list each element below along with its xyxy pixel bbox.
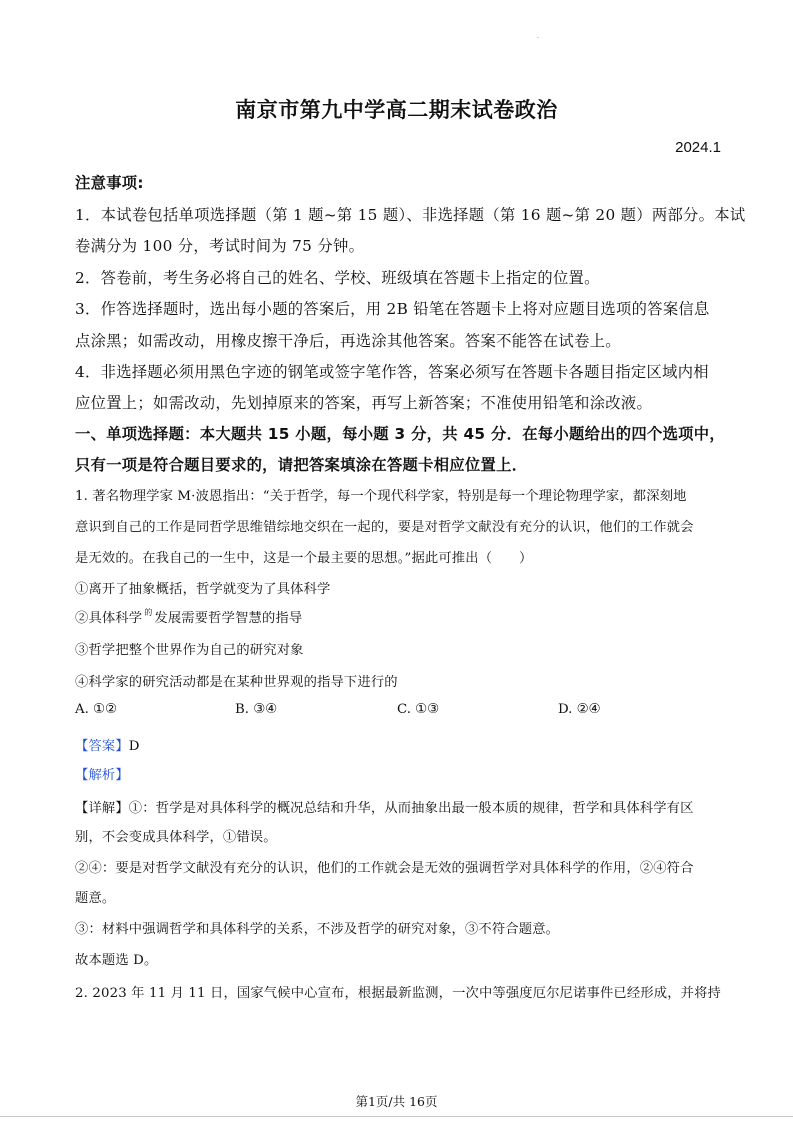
statement-item-part: ②具体科学 [75,611,143,626]
detail-line: 故本题选 D。 [75,953,158,968]
detail-text: ①：哲学是对具体科学的概况总结和升华，从而抽象出最一般本质的规律，哲学和具体科学有区 [128,801,694,816]
notice-heading: 注意事项: [75,174,144,192]
question-stem: 是无效的。在我自己的一生中，这是一个最主要的思想。”据此可推出（ ） [75,551,533,566]
option-c: C. ①③ [397,702,439,717]
section-heading-cont: 只有一项是符合题目要求的，请把答案填涂在答题卡相应位置上． [75,456,528,474]
option-d: D. ②④ [558,702,601,717]
section-heading: 一、单项选择题：本大题共 15 小题，每小题 3 分，共 45 分．在每小题给出的四个选项中， [75,425,725,443]
notice-line: 1．本试卷包括单项选择题（第 1 题~第 15 题）、非选择题（第 16 题~第 20 题）两部分。本试 [75,206,746,224]
notice-line: 2．答卷前，考生务必将自己的姓名、学校、班级填在答题卡上指定的位置。 [75,269,600,287]
statement-item: ③哲学把整个世界作为自己的研究对象 [75,643,304,658]
detail-line: 题意。 [75,891,116,906]
bottom-divider [0,1116,793,1117]
notice-line: 应位置上；如需改动，先划掉原来的答案，再写上新答案；不准使用铅笔和涂改液。 [75,394,653,412]
statement-item-sup: 的 [144,608,153,617]
top-mark: . [537,33,539,40]
detail-tag: 【详解】 [75,801,129,816]
analysis-line [75,764,129,783]
page-title: 南京市第九中学高二期末试卷政治 [235,98,558,122]
statement-item: ④科学家的研究活动都是在某种世界观的指导下进行的 [75,675,398,690]
answer-value: D [128,739,140,754]
answer-line [75,735,140,754]
notice-line: 4．非选择题必须用黑色字迹的钢笔或签字笔作答，答案必须写在答题卡各题目指定区域内相 [75,363,709,381]
notice-line: 点涂黑；如需改动，用橡皮擦干净后，再选涂其他答案。答案不能答在试卷上。 [75,332,621,350]
page-footer: 第1页/共 16页 [355,1094,438,1109]
detail-line: ③：材料中强调哲学和具体科学的关系，不涉及哲学的研究对象，③不符合题意。 [75,922,560,937]
question-stem: 意识到自己的工作是同哲学思维错综地交织在一起的，要是对哲学文献没有充分的认识，他们的工作就会 [75,520,694,535]
exam-date: 2024.1 [675,139,721,156]
statement-item [75,607,302,626]
option-a: A. ①② [75,702,117,717]
notice-line: 卷满分为 100 分，考试时间为 75 分钟。 [75,237,365,255]
question-stem: 1. 著名物理学家 M·波恩指出：“关于哲学，每一个现代科学家，特别是每一个理论物理学家，都深刻地 [75,489,687,504]
answer-tag: 【答案】 [75,739,129,754]
statement-item-part: 发展需要哲学智慧的指导 [154,611,303,626]
analysis-tag: 【解析】 [75,768,129,783]
option-b: B. ③④ [235,702,278,717]
notice-line: 3．作答选择题时，选出每小题的答案后，用 2B 铅笔在答题卡上将对应题目选项的答案信息 [75,300,710,318]
statement-item: ①离开了抽象概括，哲学就变为了具体科学 [75,582,331,597]
detail-line: 别，不会变成具体科学，①错误。 [75,830,277,845]
detail-line [75,797,694,816]
detail-line: ②④：要是对哲学文献没有充分的认识，他们的工作就会是无效的强调哲学对具体科学的作用，②④符合 [75,861,694,876]
question-stem: 2. 2023 年 11 月 11 日，国家气候中心宣布，根据最新监测，一次中等强度厄尔尼诺事件已经形成，并将持 [75,986,721,1001]
